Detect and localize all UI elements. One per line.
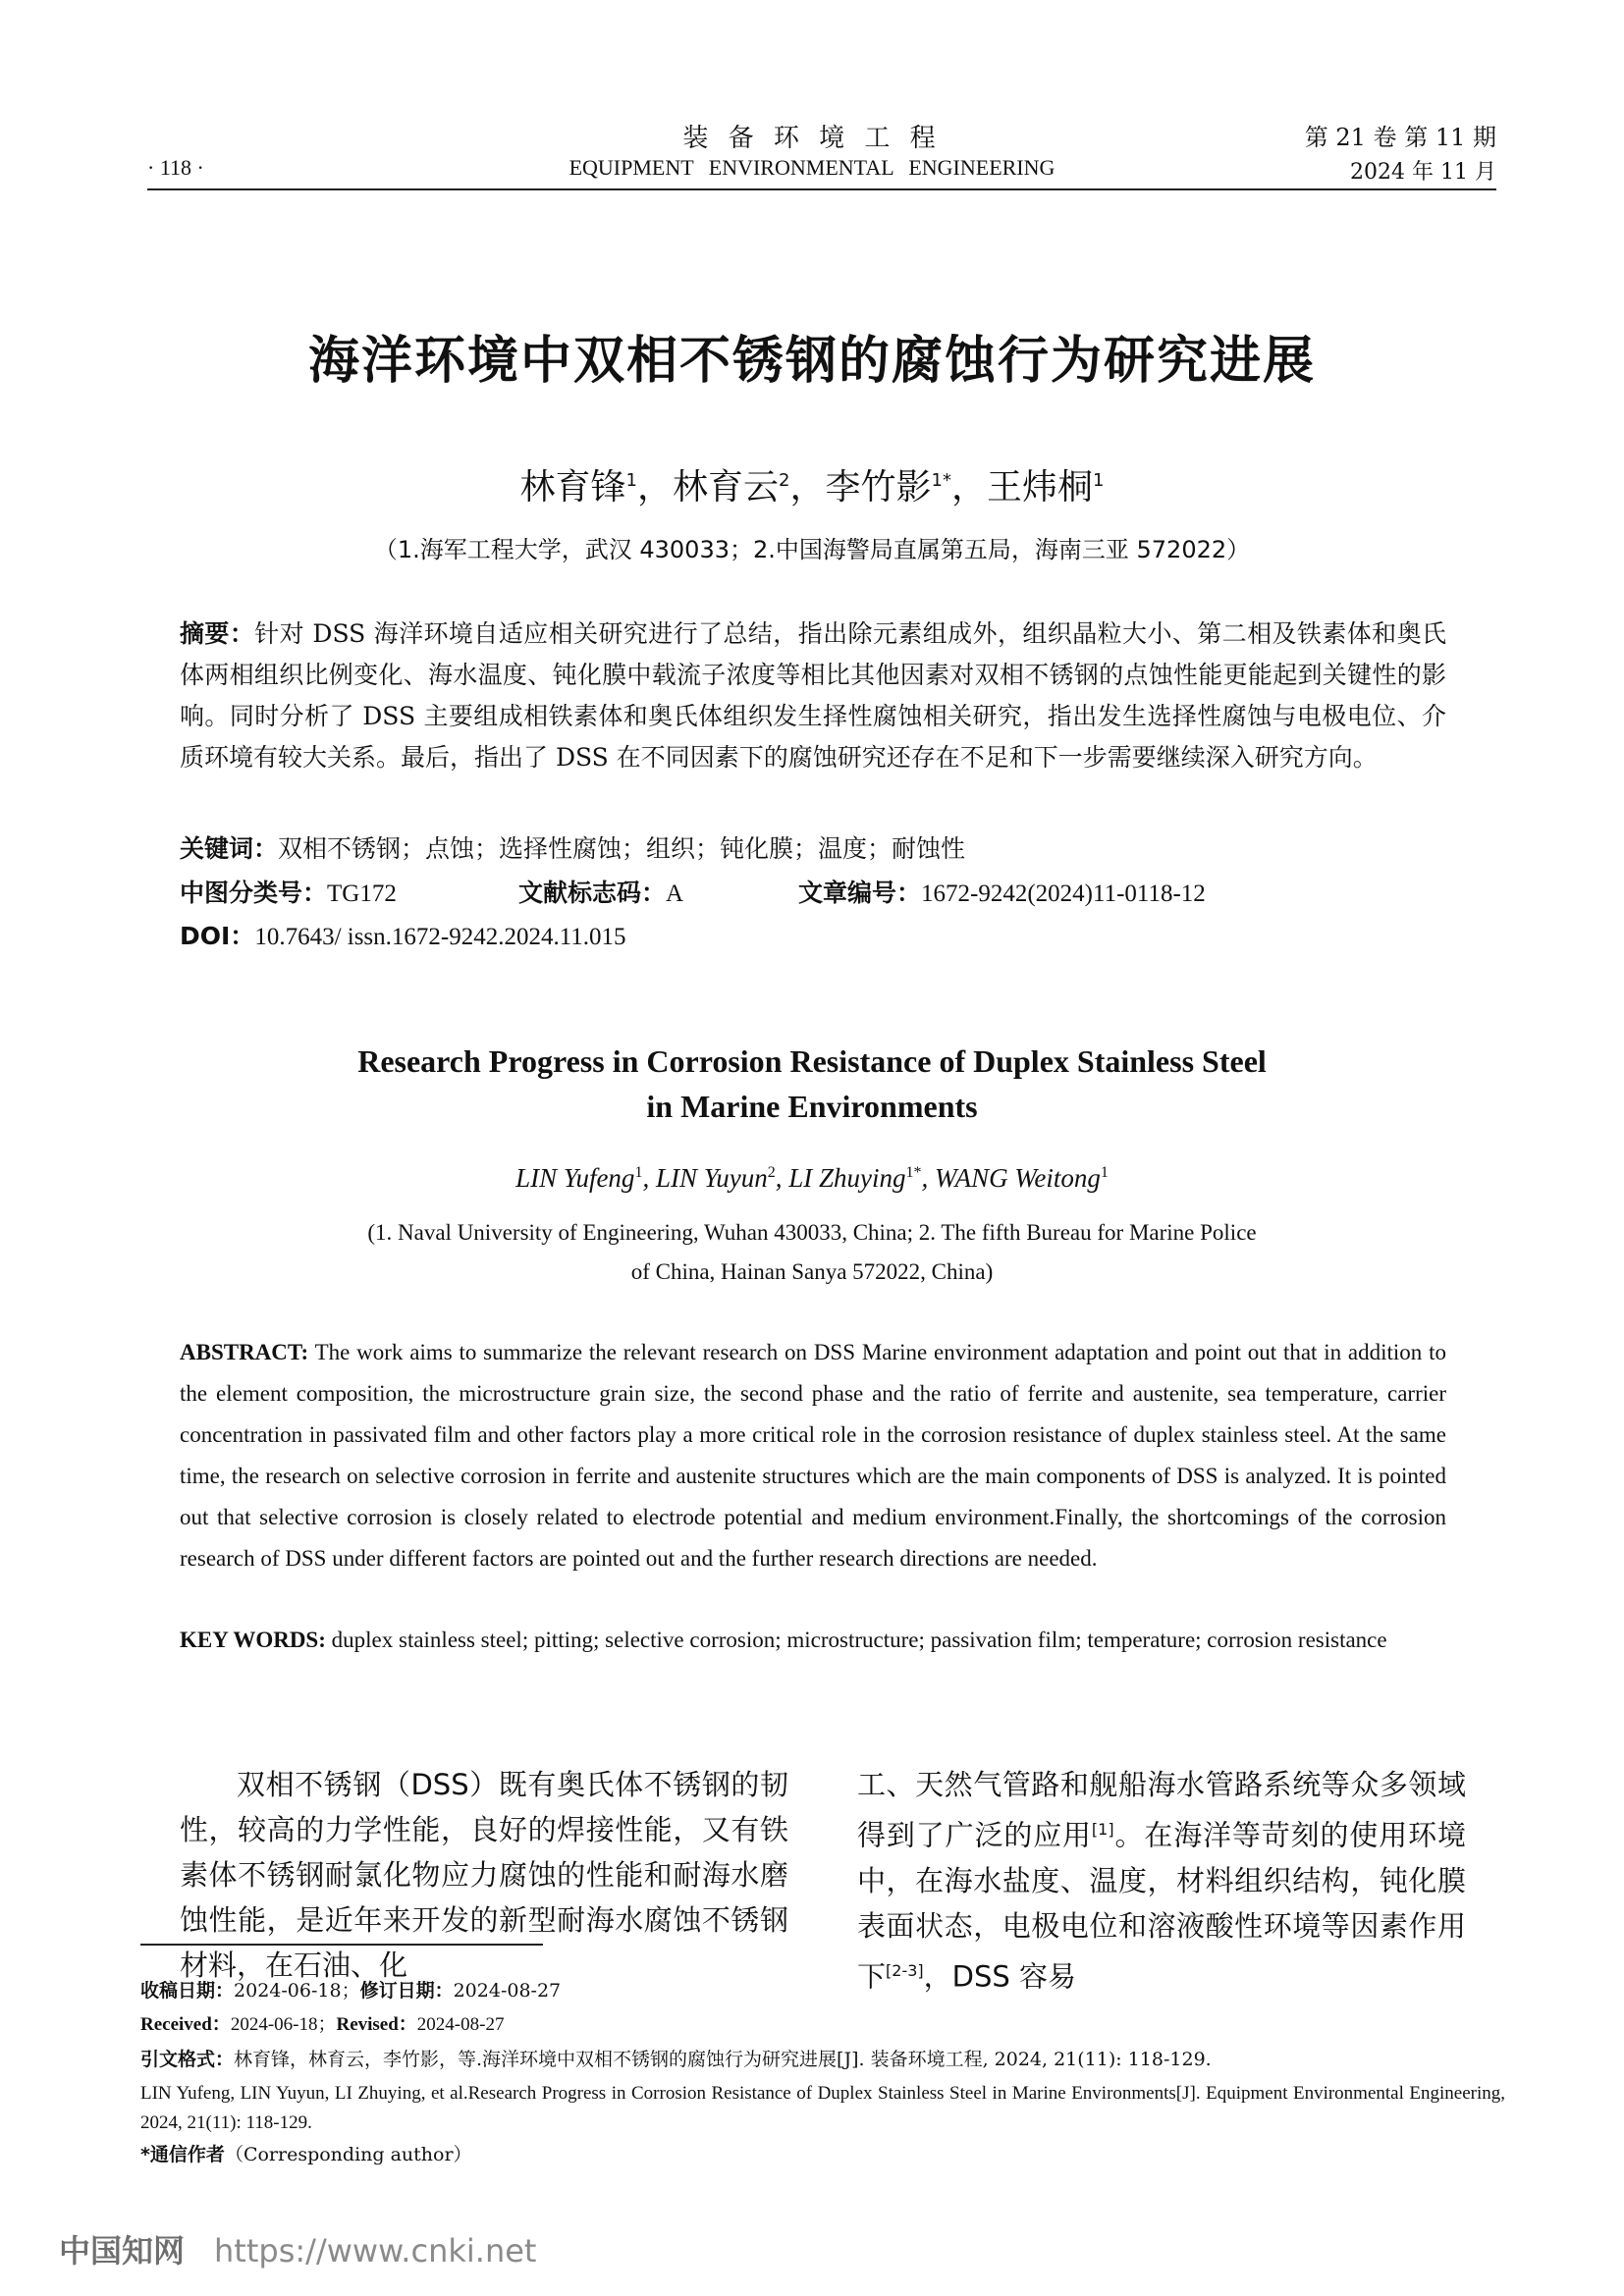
keywords-text-en: duplex stainless steel; pitting; selective corrosion; microstructure; passivation film; temperature; corrosion resistance: [331, 1628, 1387, 1652]
author-name: 林育云: [673, 467, 780, 507]
doc-code-value: A: [666, 881, 684, 907]
author-affil-mark: 1*: [931, 470, 951, 491]
issue-date: 2024 年 11 月: [1350, 160, 1496, 185]
author-name: 王炜桐: [986, 467, 1093, 507]
keywords-label-en: KEY WORDS:: [180, 1628, 326, 1652]
keywords-label-cn: 关键词：: [180, 834, 279, 863]
abstract-en: [180, 1332, 1446, 1579]
volume-issue: 第 21 卷 第 11 期: [1304, 124, 1496, 151]
clc-field: [180, 874, 397, 909]
author-affil-mark: 1: [1093, 470, 1105, 491]
paper-title-cn: 海洋环境中双相不锈钢的腐蚀行为研究进展: [307, 332, 1316, 391]
cnki-logo-text: 中国知网: [59, 2232, 186, 2269]
footnote-dates-cn: [140, 1976, 1505, 2005]
doi-row: [180, 917, 626, 952]
page-number: · 118 ·: [147, 155, 204, 180]
received-date-en: 2024-06-18；: [230, 2014, 337, 2035]
author-separator: ，: [637, 467, 674, 507]
citation-ref[interactable]: [1]: [1091, 1820, 1114, 1839]
abstract-text-en: The work aims to summarize the relevant research on DSS Marine environment adaptation and point out that in addition to the element composition, the microstructure grain size, the second phase and the ratio of ferrite and austenite, sea temperature, carrier concentration in passivated film and other factors play a more critical role in the corrosion resistance of duplex stainless steel. At the same time, the research on selective corrosion in ferrite and austenite structures which are the main components of DSS is analyzed. It is pointed out that selective corrosion is closely related to electrode potential and medium environment.Finally, the shortcomings of the corrosion research of DSS under different factors are pointed out and the further research directions are needed.: [180, 1340, 1446, 1571]
keywords-text-cn: 双相不锈钢；点蚀；选择性腐蚀；组织；钝化膜；温度；耐蚀性: [278, 834, 966, 863]
cnki-url[interactable]: https://www.cnki.net: [214, 2232, 537, 2269]
doc-code-field: [518, 874, 683, 909]
body-text: ，DSS 容易: [923, 1959, 1077, 1994]
received-label-en: Received：: [140, 2014, 231, 2035]
author-separator: ，: [789, 467, 826, 507]
article-no-value: 1672-9242(2024)11-0118-12: [921, 881, 1206, 907]
abstract-cn: [180, 614, 1446, 778]
cnki-watermark: [59, 2226, 536, 2271]
affiliation-en-line1: (1. Naval University of Engineering, Wuhan 430033, China; 2. The fifth Bureau for Marine Police: [367, 1220, 1257, 1245]
footnote-citation-en: LIN Yufeng, LIN Yuyun, LI Zhuying, et al.Research Progress in Corrosion Resistance of Duplex Stainless Steel in Marine Environments[J]. Equipment Environmental Engineering, 2024, 21(11): 118-129.: [140, 2083, 1505, 2133]
author-affil-mark: 1: [625, 470, 637, 491]
received-date-cn: 2024-06-18；: [234, 1980, 360, 2002]
author-name-en: WANG Weitong: [935, 1163, 1101, 1193]
article-no-field: [798, 874, 1206, 909]
author-name: 林育锋: [519, 467, 626, 507]
footnote-dates-en: [140, 2010, 1505, 2040]
citation-ref[interactable]: [2-3]: [886, 1960, 924, 1980]
journal-name-cn: 装 备 环 境 工 程: [682, 124, 942, 153]
author-name-en: LI Zhuying: [788, 1163, 906, 1193]
authors-cn: [0, 459, 1624, 509]
author-separator: ,: [642, 1163, 656, 1193]
author-separator: ，: [950, 467, 987, 507]
clc-value: TG172: [327, 881, 397, 907]
header-rule: [147, 188, 1496, 190]
author-affil-mark: 1: [1100, 1164, 1109, 1181]
affiliation-cn: （1.海军工程大学，武汉 430033；2.中国海警局直属第五局，海南三亚 572022）: [373, 536, 1251, 563]
doc-code-label: 文献标志码：: [518, 879, 667, 907]
paper-title-en-line2: in Marine Environments: [646, 1089, 978, 1124]
author-name-en: LIN Yufeng: [515, 1163, 635, 1193]
abstract-label-en: ABSTRACT:: [180, 1340, 309, 1364]
paper-title-en: [0, 1039, 1624, 1129]
citation-format-label: 引文格式：: [140, 2049, 235, 2070]
affiliation-en-line2: of China, Hainan Sanya 572022, China): [630, 1259, 994, 1284]
author-separator: ,: [775, 1163, 789, 1193]
revised-date-en: 2024-08-27: [416, 2014, 505, 2035]
author-affil-mark: 1*: [905, 1164, 922, 1181]
revised-label-en: Revised：: [336, 2014, 417, 2035]
author-name: 李竹影: [825, 467, 932, 507]
abstract-label-cn: 摘要：: [180, 619, 255, 648]
revised-date-cn: 2024-08-27: [453, 1980, 562, 2002]
author-separator: ,: [921, 1163, 935, 1193]
author-affil-mark: 1: [634, 1164, 643, 1181]
body-column-left: 双相不锈钢（DSS）既有奥氏体不锈钢的韧性，较高的力学性能，良好的焊接性能，又有铁素体不锈钢耐氯化物应力腐蚀的性能和耐海水磨蚀性能，是近年来开发的新型耐海水腐蚀不锈钢材料，在石油、化: [180, 1768, 788, 1982]
footnote-rule: [140, 1944, 543, 1946]
body-text: 。在海洋等苛刻的使用环境中，在海水盐度、温度，材料组织结构，钝化膜表面状态，电极电位和溶液酸性环境等因素作用下: [857, 1818, 1466, 1994]
author-name-en: LIN Yuyun: [655, 1163, 768, 1193]
citation-format-cn: 林育锋，林育云，李竹影，等.海洋环境中双相不锈钢的腐蚀行为研究进展[J]. 装备环境工程, 2024, 21(11): 118-129.: [234, 2049, 1212, 2070]
doi-label: DOI：: [180, 922, 255, 950]
journal-name-en: EQUIPMENT ENVIRONMENTAL ENGINEERING: [568, 155, 1056, 180]
authors-en: [0, 1163, 1624, 1194]
body-column-right: [857, 1762, 1466, 1999]
affiliation-en: [0, 1213, 1624, 1292]
revised-label-cn: 修订日期：: [359, 1980, 454, 2002]
doi-value: 10.7643/ issn.1672-9242.2024.11.015: [254, 924, 626, 950]
author-affil-mark: 2: [779, 470, 790, 491]
article-no-label: 文章编号：: [798, 879, 922, 907]
footnote-citation-cn: [140, 2045, 1505, 2074]
corresponding-label: *通信作者: [140, 2144, 225, 2165]
body-text: 工、天然气管路和舰船海水管路系统等众多领域得到了广泛的应用: [857, 1768, 1466, 1852]
keywords-cn: [180, 829, 1446, 865]
footnote-corresponding: [140, 2140, 1505, 2169]
received-label-cn: 收稿日期：: [140, 1980, 235, 2002]
corresponding-text: （Corresponding author）: [224, 2144, 472, 2165]
paper-title-en-line1: Research Progress in Corrosion Resistance of Duplex Stainless Steel: [357, 1043, 1267, 1079]
clc-label: 中图分类号：: [180, 879, 328, 907]
author-affil-mark: 2: [767, 1164, 776, 1181]
keywords-en: [180, 1620, 1446, 1661]
abstract-text-cn: 针对 DSS 海洋环境自适应相关研究进行了总结，指出除元素组成外，组织晶粒大小、第二相及铁素体和奥氏体两相组织比例变化、海水温度、钝化膜中载流子浓度等相比其他因素对双相不锈钢的点蚀性能更能起到关键性的影响。同时分析了 DSS 主要组成相铁素体和奥氏体组织发生择性腐蚀相关研究，指出发生选择性腐蚀与电极电位、介质环境有较大关系。最后，指出了 DSS 在不同因素下的腐蚀研究还存在不足和下一步需要继续深入研究方向。: [180, 619, 1446, 772]
